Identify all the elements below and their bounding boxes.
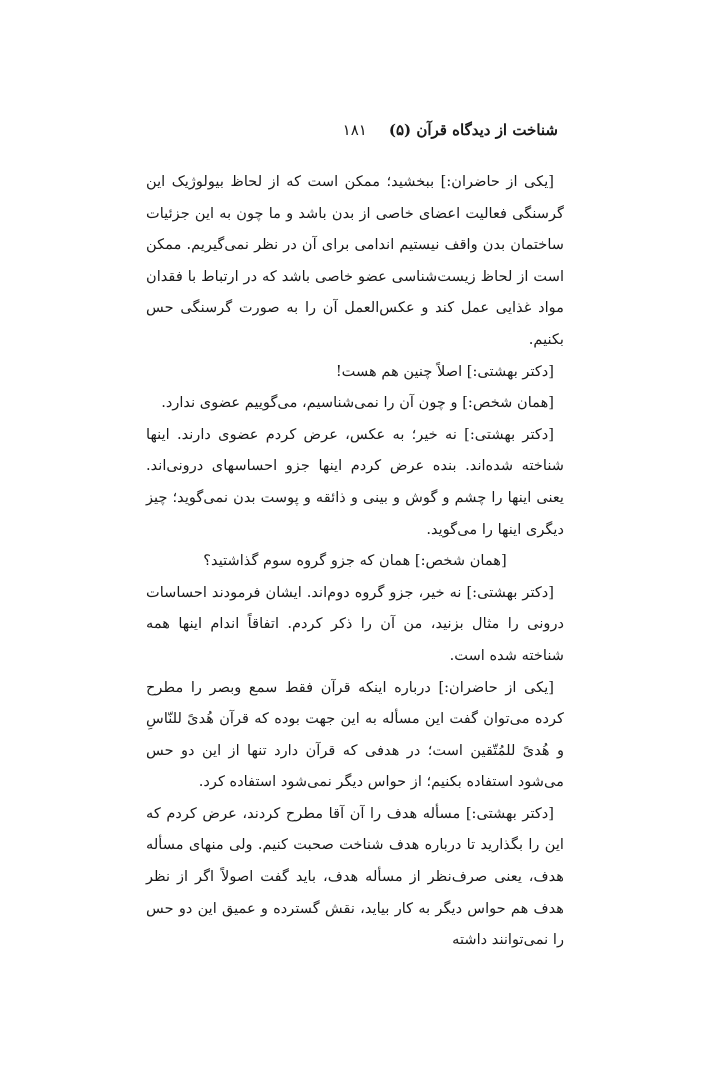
- paragraph: [همان شخص:] همان که جزو گروه سوم گذاشتید؟: [203, 552, 507, 570]
- paragraph: [یکی از حاضران:] ببخشید؛ ممکن است که از لحاظ بیولوژیک این گرسنگی فعالیت اعضای خاصی از بدن باشد و ما چون به این جزئیات ساختمان بدن واقف نیستیم اندامی برای آن در نظر نمی‌گیریم. ممکن است از لحاظ زیست‌شناسی عضو خاصی باشد که در ارتباط با فقدان مواد غذایی عمل کند و عکس‌العمل آن را به صورت گرسنگی حس بکنیم.: [146, 173, 564, 348]
- paragraph: [دکتر بهشتی:] نه خیر؛ به عکس، عرض کردم عضوی دارند. اینها شناخته شده‌اند. بنده عرض کردم اینها جزو احساسهای درونی‌اند. یعنی اینها را چشم و گوش و بینی و ذائقه و پوست بدن نمی‌گوید؛ چیز دیگری اینها را می‌گوید.: [146, 425, 564, 538]
- paragraph: [دکتر بهشتی:] نه خیر، جزو گروه دوم‌اند. ایشان فرمودند احساسات درونی را مثال بزنید، من آن را ذکر کردم. اتفاقاً اندام اینها همه شناخته شده است.: [146, 583, 564, 664]
- paragraph: [دکتر بهشتی:] مسأله هدف را آن آقا مطرح کردند، عرض کردم که این را بگذارید تا درباره هدف شناخت صحبت کنیم. ولی منهای مسأله هدف، یعنی صرف‌نظر از مسأله هدف، باید گفت اصولاً اگر از نظر هدف هم حواس دیگر به کار بیاید، نقش گسترده و عمیق این دو حس را نمی‌توانند داشته: [146, 804, 564, 949]
- body-text: [146, 166, 564, 956]
- paragraph: [دکتر بهشتی:] اصلاً چنین هم هست!: [335, 362, 554, 380]
- page-number: ۱۸۱: [342, 121, 367, 139]
- running-header-title: شناخت از دیدگاه قرآن (۵): [388, 121, 558, 139]
- paragraph: [همان شخص:] و چون آن را نمی‌شناسیم، می‌گوییم عضوی ندارد.: [161, 394, 554, 412]
- paragraph: [یکی از حاضران:] درباره اینکه قرآن فقط سمع وبصر را مطرح کرده می‌توان گفت این مسأله به این جهت بوده که قرآن هُدیً للنّاسِ و هُدیً للمُتّقین است؛ در هدفی که قرآن دارد تنها از این دو حس می‌شود استفاده بکنیم؛ از حواس دیگر نمی‌شود استفاده کرد.: [146, 678, 564, 791]
- running-header: [146, 118, 558, 142]
